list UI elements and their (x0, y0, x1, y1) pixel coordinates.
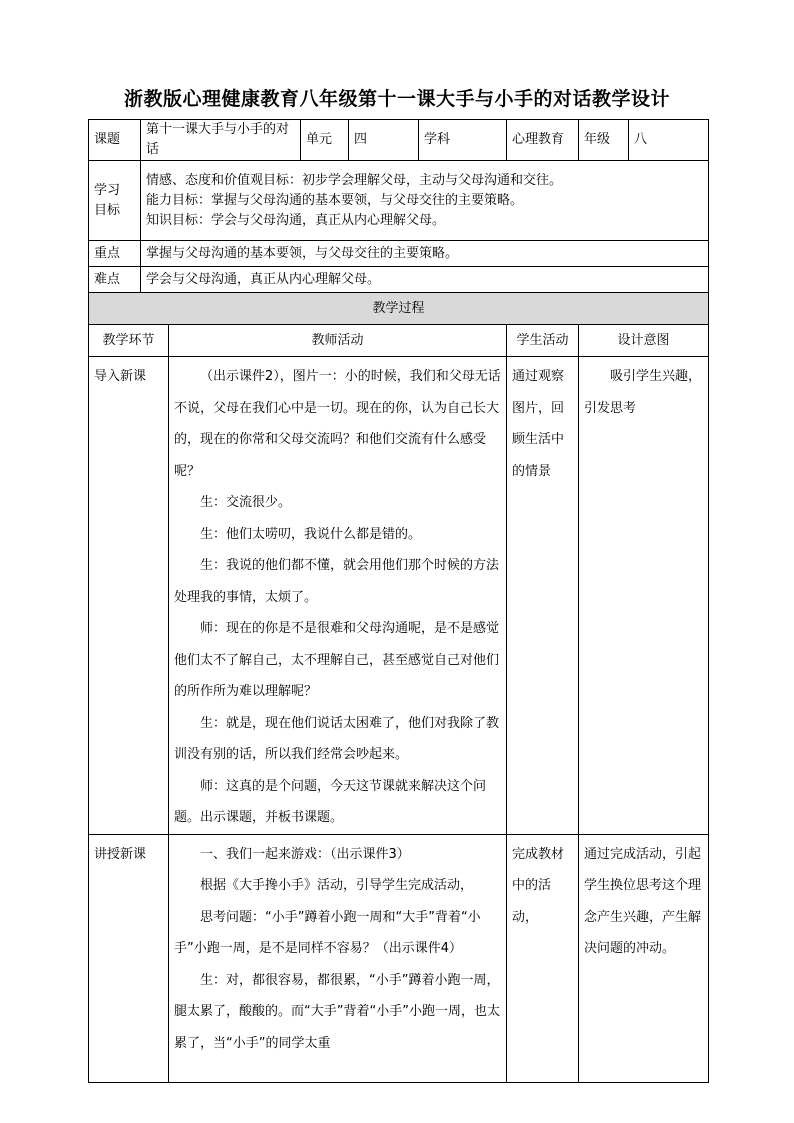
lesson-label: 课题 (89, 120, 141, 161)
goals-label-line1: 学习 (94, 182, 121, 198)
teacher-paragraph: 生：他们太唠叨，我说什么都是错的。 (200, 526, 422, 542)
difficulty-label: 难点 (89, 267, 141, 293)
grade-value: 八 (629, 120, 709, 161)
goals-label (89, 161, 141, 241)
teacher-paragraph: 一、我们一起来游戏：（出示课件3） (200, 846, 410, 862)
teacher-activity-cell (169, 834, 507, 1082)
key-point-label: 重点 (89, 241, 141, 267)
student-activity-cell: 通过观察图片，回顾生活中的情景 (507, 357, 579, 835)
stage-cell: 导入新课 (89, 357, 169, 835)
stage-cell: 讲授新课 (89, 834, 169, 1082)
info-row (89, 120, 709, 161)
column-header-stage: 教学环节 (89, 325, 169, 357)
process-row-intro (89, 357, 709, 835)
intent-paragraph: 吸引学生兴趣，引发思考 (584, 369, 702, 416)
teacher-paragraph: 生：就是，现在他们说话太困难了，他们对我除了教训没有别的话，所以我们经常会吵起来。 (174, 715, 500, 762)
teacher-paragraph: 生：交流很少。 (200, 495, 292, 510)
teacher-paragraph: 师：现在的你是不是很难和父母沟通呢，是不是感觉他们太不了解自己，太不理解自己，甚至感觉自己对他们的所作所为难以理解呢？ (174, 621, 500, 699)
column-header-teacher: 教师活动 (169, 325, 507, 357)
teacher-paragraph: 师：这真的是个问题，今天这节课就来解决这个问题。出示课题，并板书课题。 (174, 778, 487, 825)
teacher-activity-cell (169, 357, 507, 835)
teacher-paragraph: 根据《大手搀小手》活动，引导学生完成活动， (200, 878, 474, 893)
goals-row (89, 161, 709, 241)
unit-value: 四 (349, 120, 419, 161)
difficulty-value: 学会与父母沟通，真正从内心理解父母。 (141, 267, 709, 293)
lesson-value: 第十一课大手与小手的对话 (141, 120, 301, 161)
goals-label-line2: 目标 (94, 202, 121, 218)
design-intent-cell: 通过完成活动，引起学生换位思考这个理念产生兴趣，产生解决问题的冲动。 (579, 834, 709, 1082)
teacher-paragraph: 思考问题：“小手”蹲着小跑一周和“大手”背着“小手”小跑一周，是不是同样不容易？（出示课件4） (174, 909, 481, 956)
column-header-student: 学生活动 (507, 325, 579, 357)
process-row-new-lesson (89, 834, 709, 1082)
grade-label: 年级 (579, 120, 629, 161)
unit-label: 单元 (301, 120, 349, 161)
goal-item-knowledge: 知识目标：学会与父母沟通，真正从内心理解父母。 (146, 212, 446, 228)
design-intent-cell (579, 357, 709, 835)
process-header-row (89, 293, 709, 325)
process-header: 教学过程 (89, 293, 709, 325)
teacher-paragraph: 生：我说的他们都不懂，就会用他们那个时候的方法处理我的事情，太烦了。 (174, 558, 500, 605)
column-header-intent: 设计意图 (579, 325, 709, 357)
teacher-paragraph: （出示课件2），图片一：小的时候，我们和父母无话不说，父母在我们心中是一切。现在的你，认为自己长大的，现在的你常和父母交流吗？和他们交流有什么感受呢？ (174, 369, 501, 479)
lesson-plan-table (88, 119, 709, 1083)
goals-content (141, 161, 709, 241)
goal-item-ability: 能力目标：掌握与父母沟通的基本要领，与父母交往的主要策略。 (146, 192, 524, 208)
goal-item-affective: 情感、态度和价值观目标：初步学会理解父母，主动与父母沟通和交往。 (146, 172, 563, 188)
student-activity-cell: 完成教材中的活动， (507, 834, 579, 1082)
column-header-row (89, 325, 709, 357)
key-point-row (89, 241, 709, 267)
subject-label: 学科 (419, 120, 507, 161)
subject-value: 心理教育 (507, 120, 579, 161)
key-point-value: 掌握与父母沟通的基本要领，与父母交往的主要策略。 (141, 241, 709, 267)
document-title: 浙教版心理健康教育八年级第十一课大手与小手的对话教学设计 (123, 88, 670, 110)
teacher-paragraph: 生：对，都很容易，都很累，“小手”蹲着小跑一周，腿太累了，酸酸的。而“大手”背着“小手”小跑一周，也太累了，当“小手”的同学太重 (174, 972, 500, 1051)
difficulty-row (89, 267, 709, 293)
